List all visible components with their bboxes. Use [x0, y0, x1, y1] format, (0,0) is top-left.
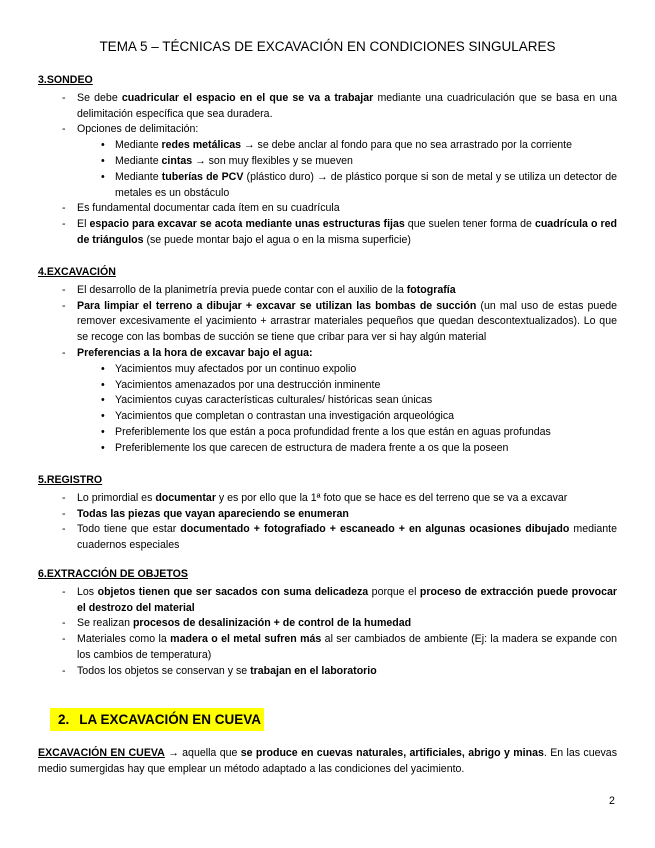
text-run: Yacimientos que completan o contrastan una investigación arqueológica: [115, 410, 455, 423]
text-run: Lo primordial es: [77, 491, 156, 504]
text-run: Yacimientos amenazados por una destrucción inminente: [115, 378, 381, 391]
bold-text-run: proceso de extracción puede provocar el destrozo del material: [77, 585, 618, 614]
section-heading: 3.SONDEO: [38, 74, 93, 86]
page-title: TEMA 5 – TÉCNICAS DE EXCAVACIÓN EN CONDICIONES SINGULARES: [99, 39, 556, 54]
list-item: [38, 616, 617, 632]
item-text: [115, 426, 551, 438]
list-item: [38, 283, 617, 299]
highlighted-heading: [50, 708, 264, 731]
text-run: Todo tiene que estar: [77, 523, 181, 536]
bold-text-run: trabajan en el laboratorio: [250, 664, 377, 677]
bullet-list: [38, 91, 617, 249]
list-item: [38, 346, 617, 457]
sub-list-item: [77, 409, 617, 425]
item-text: [77, 202, 340, 214]
item-text: [115, 171, 617, 199]
text-run: Se realizan: [77, 617, 133, 630]
item-text: [77, 492, 567, 504]
sub-bullet-list: [77, 362, 617, 457]
item-text: [77, 300, 617, 344]
text-run: El desarrollo de la planimetría previa puede contar con el auxilio de la: [77, 283, 407, 296]
text-run: → aquella que: [164, 747, 241, 759]
bold-text-run: documentado + fotografiado + escaneado + en algunas ocasiones dibujado: [180, 523, 570, 536]
item-text: [115, 442, 508, 454]
text-run: y es por ello que la 1ª foto que se hace es del terreno que se va a excavar: [215, 491, 568, 504]
text-run: mediante una cuadriculación que se basa en una delimitación específica que sea duradera.: [77, 91, 617, 120]
item-text: [77, 284, 456, 296]
sub-bullet-list: [77, 138, 617, 201]
text-run: Es fundamental documentar cada ítem en su cuadrícula: [77, 202, 340, 215]
section-heading: 6.EXTRACCIÓN DE OBJETOS: [38, 568, 188, 580]
bold-text-run: madera o el metal sufren más: [170, 633, 322, 646]
text-run: Yacimientos muy afectados por un continuo expolio: [115, 362, 357, 375]
item-text: [77, 508, 349, 520]
item-text: [115, 155, 353, 167]
sub-list-item: [77, 425, 617, 441]
item-text: [115, 394, 432, 406]
cueva-paragraph: [38, 746, 617, 778]
text-run: . En las cuevas medio sumergidas hay que emplear un método adaptado a las condiciones del yacimiento.: [38, 747, 617, 775]
text-run: mediante cuadernos especiales: [77, 523, 617, 552]
bullet-list: [38, 585, 617, 680]
bold-text-run: objetos tienen que ser sacados con suma delicadeza: [97, 585, 369, 598]
item-text: [77, 633, 617, 661]
text-run: al ser cambiados de ambiente (Ej: la madera se expande con los cambios de temperatura): [77, 633, 617, 661]
text-run: (se puede montar bajo el agua o en la misma superficie): [143, 233, 411, 246]
section-heading: 4.EXCAVACIÓN: [38, 266, 116, 278]
bullet-list: [38, 491, 617, 554]
bold-text-run: documentar: [155, 491, 216, 504]
text-run: Opciones de delimitación:: [77, 123, 199, 136]
bold-text-run: se produce en cuevas naturales, artificiales, abrigo y minas: [240, 747, 544, 759]
item-text: [115, 363, 356, 375]
list-item: [38, 507, 617, 523]
item-text: [77, 92, 617, 120]
item-text: [77, 347, 313, 359]
list-item: [38, 664, 617, 680]
list-item: [38, 217, 617, 249]
section-heading: 5.REGISTRO: [38, 474, 103, 486]
bold-text-run: fotografía: [406, 283, 456, 296]
sub-list-item: [77, 170, 617, 202]
item-text: [115, 410, 454, 422]
text-run: Todos los objetos se conservan y se: [77, 664, 251, 677]
section-registro: [38, 473, 617, 554]
section-sondeo: [38, 73, 617, 249]
bold-text-run: Preferencias a la hora de excavar bajo el agua:: [77, 346, 313, 359]
bold-text-run: cuadricular el espacio en el que se va a trabajar: [121, 91, 374, 104]
list-item: [38, 122, 617, 201]
bold-text-run: EXCAVACIÓN EN CUEVA: [38, 747, 165, 759]
sub-list-item: [77, 393, 617, 409]
list-item: [38, 299, 617, 346]
sub-list-item: [77, 154, 617, 170]
text-run: Mediante: [115, 154, 162, 167]
list-item: [38, 491, 617, 507]
bold-text-run: Todas las piezas que vayan apareciendo se enumeran: [77, 507, 349, 520]
item-text: [77, 665, 377, 677]
bold-text-run: espacio para excavar se acota mediante unas estructuras fijas: [89, 218, 405, 231]
text-run: Preferiblemente los que carecen de estructura de madera frente a os que la poseen: [115, 441, 509, 454]
bold-text-run: redes metálicas: [161, 139, 242, 152]
text-run: Yacimientos cuyas características culturales/ históricas sean únicas: [115, 394, 433, 407]
section-excavacion: [38, 265, 617, 457]
sub-list-item: [77, 378, 617, 394]
list-item: [38, 91, 617, 123]
list-item: [38, 585, 617, 617]
text-run: El: [77, 218, 90, 231]
bold-text-run: tuberías de PCV: [161, 170, 244, 183]
item-text: [77, 586, 617, 614]
item-text: [77, 617, 411, 629]
list-item: [38, 522, 617, 554]
text-run: (plástico duro) → de plástico porque si son de metal y se utiliza un detector de metales es un obstáculo: [115, 170, 618, 199]
text-run: → se debe anclar al fondo para que no sea arrastrado por la corriente: [241, 139, 573, 152]
bold-text-run: cuadrícula o red de triángulos: [77, 218, 617, 246]
heading-number: 2.: [58, 712, 70, 727]
list-item: [38, 632, 617, 664]
item-text: [115, 139, 572, 151]
text-run: Mediante: [115, 170, 162, 183]
item-text: [77, 523, 617, 551]
paragraph-text: [38, 747, 617, 775]
bold-text-run: procesos de desalinización + de control de la humedad: [132, 617, 412, 630]
bullet-list: [38, 283, 617, 457]
text-run: Los: [77, 585, 98, 598]
page-number: 2: [609, 795, 615, 807]
item-text: [77, 123, 198, 135]
text-run: que suelen tener forma de: [404, 218, 535, 231]
heading-title: LA EXCAVACIÓN EN CUEVA: [79, 712, 262, 727]
text-run: → son muy flexibles y se mueven: [192, 154, 353, 167]
item-text: [115, 379, 380, 391]
sub-list-item: [77, 138, 617, 154]
text-run: porque el: [368, 585, 420, 598]
text-run: Se debe: [77, 91, 122, 104]
text-run: Preferiblemente los que están a poca profundidad frente a los que están en aguas profundas: [115, 425, 551, 438]
bold-text-run: Para limpiar el terreno a dibujar + excavar se utilizan las bombas de succión: [77, 299, 477, 312]
bold-text-run: cintas: [161, 154, 193, 167]
text-run: (un mal uso de estas puede remover excesivamente el yacimiento + arrastrar materiales pequeños que quedan descontextualizados). Lo que se recoge con las bombas de succión se tiene que cribar para ver si hay algún material: [77, 299, 617, 344]
text-run: Mediante: [115, 139, 162, 152]
section-extraccion: [38, 567, 617, 680]
item-text: [77, 218, 617, 246]
sub-list-item: [77, 441, 617, 457]
list-item: [38, 201, 617, 217]
sub-list-item: [77, 362, 617, 378]
text-run: Materiales como la: [77, 633, 171, 646]
